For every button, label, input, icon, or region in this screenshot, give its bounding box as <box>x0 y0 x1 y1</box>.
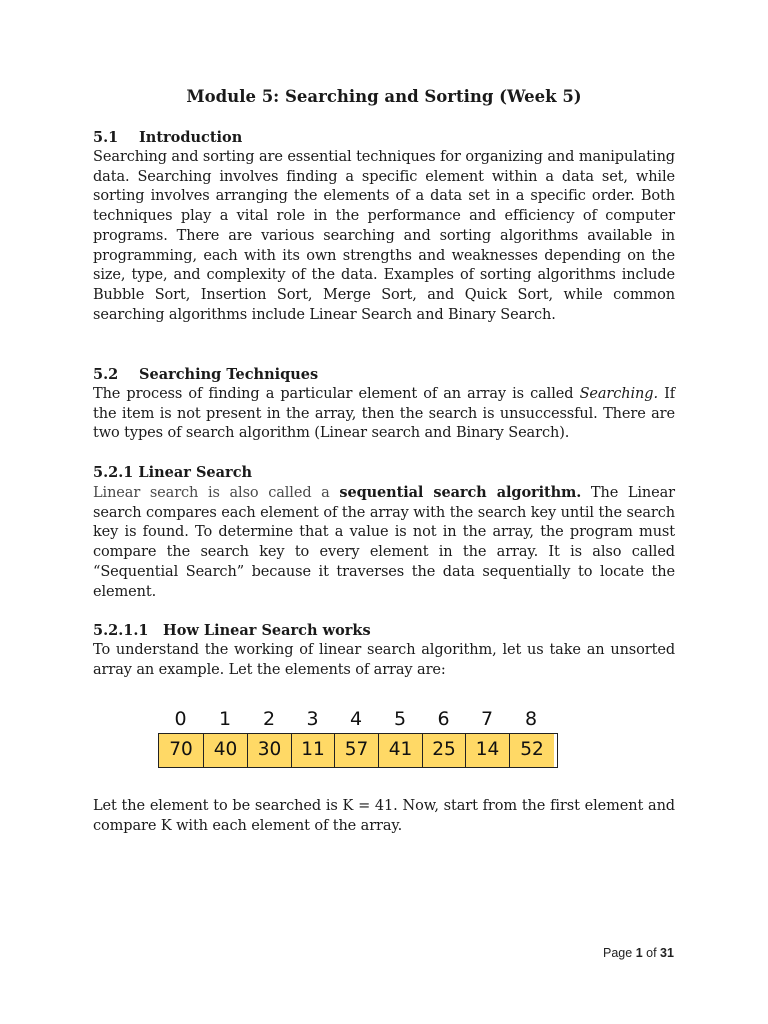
array-cell: 40 <box>204 734 248 767</box>
array-index-row <box>158 706 558 733</box>
page-number <box>603 946 674 960</box>
heading-5-1-text: Introduction <box>139 129 243 146</box>
of-word: of <box>646 946 657 960</box>
array-index: 0 <box>174 708 187 730</box>
search-key-paragraph: Let the element to be searched is K = 41. Now, start from the first element and compare K with each element of the array. <box>93 798 675 834</box>
array-index: 5 <box>393 708 407 730</box>
array-index: 1 <box>218 708 232 730</box>
array-cell: 57 <box>335 734 379 767</box>
array-cell: 11 <box>292 734 335 767</box>
array-index: 6 <box>437 708 450 730</box>
array-cell: 52 <box>510 734 554 767</box>
array-value-row <box>158 733 558 768</box>
page-word: Page <box>603 946 633 960</box>
intro-paragraph: Searching and sorting are essential techniques for organizing and manipulating data. Searching involves finding a specific element within a data set, while sorting involves arranging the elements of a data set in a specific order. Both techniques play a vital role in the performance and efficiency of computer programs. There are various searching and sorting algorithms available in programming, each with its own strengths and weaknesses depending on the size, type, and complexity of the data. Examples of sorting algorithms include Bubble Sort, Insertion Sort, Merge Sort, and Quick Sort, while common searching algorithms include Linear Search and Binary Search. <box>93 149 675 323</box>
array-cell: 30 <box>248 734 292 767</box>
array-index: 3 <box>306 708 319 730</box>
searching-text-a: The process of finding a particular element of an array is called <box>93 386 580 402</box>
heading-5-2-number: 5.2 <box>93 366 119 383</box>
heading-5-1-number: 5.1 <box>93 129 119 146</box>
heading-5-1 <box>93 128 242 148</box>
searching-paragraph <box>93 385 675 444</box>
linear-search-paragraph <box>93 483 675 602</box>
linear-search-text-grey: Linear search is also called a <box>93 485 340 501</box>
array-cell: 41 <box>379 734 423 767</box>
heading-5-2-1-1-number: 5.2.1.1 <box>93 622 149 639</box>
heading-5-2-1: 5.2.1 Linear Search <box>93 464 253 481</box>
searching-text-b: If the item is not present in the array, then the search is unsuccessful. There are two types of search algorithm (Linear search and Binary Search). <box>93 386 676 442</box>
array-index: 2 <box>262 708 276 730</box>
linear-search-term: sequential search algorithm. <box>339 484 582 501</box>
searching-term: Searching. <box>579 386 658 402</box>
how-it-works-paragraph: To understand the working of linear search algorithm, let us take an unsorted array an example. Let the elements of array are: <box>93 642 675 678</box>
array-figure <box>158 706 558 768</box>
array-index: 4 <box>349 708 363 730</box>
total-pages: 31 <box>660 946 674 960</box>
page-title: Module 5: Searching and Sorting (Week 5) <box>186 87 582 106</box>
linear-search-text-rest: The Linear search compares each element of the array with the search key until the search key is found. To determine that a value is not in the array, the program must compare the search key to every element in the array. It is also called “Sequential Search” because it traverses the data sequentially to locate the element. <box>93 485 675 600</box>
array-index: 8 <box>524 708 538 730</box>
array-cell: 14 <box>466 734 510 767</box>
heading-5-2-1-1 <box>93 621 371 641</box>
array-cell: 25 <box>423 734 466 767</box>
heading-5-2 <box>93 365 318 385</box>
heading-5-2-1-1-text: How Linear Search works <box>163 622 371 639</box>
array-index: 7 <box>480 708 494 730</box>
array-cell: 70 <box>159 734 204 767</box>
current-page: 1 <box>635 946 643 960</box>
heading-5-2-text: Searching Techniques <box>139 366 319 383</box>
